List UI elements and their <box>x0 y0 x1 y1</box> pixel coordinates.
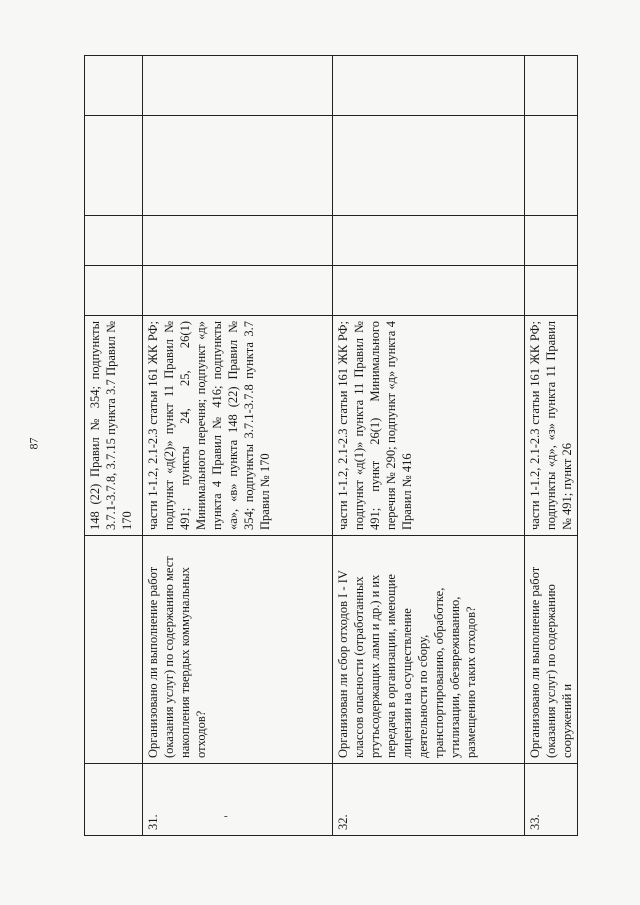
table-row <box>143 56 333 836</box>
empty-cell <box>143 56 333 116</box>
empty-cell <box>333 116 525 216</box>
row-question: Организовано ли выполнение работ (оказания услуг) по содержанию сооружений и <box>525 536 578 764</box>
row-number: 32. <box>333 764 525 836</box>
row-question <box>85 536 143 764</box>
empty-cell <box>333 56 525 116</box>
empty-cell <box>143 216 333 266</box>
row-number: 33. <box>525 764 578 836</box>
empty-cell <box>525 266 578 316</box>
empty-cell <box>85 216 143 266</box>
row-mark: - <box>224 810 228 822</box>
empty-cell <box>143 266 333 316</box>
row-number: 31. <box>143 764 333 836</box>
empty-cell <box>333 266 525 316</box>
checklist-table <box>84 55 578 836</box>
table-row <box>85 56 143 836</box>
row-question: Организован ли сбор отходов I - IV классов опасности (отработанных ртутьсодержащих ламп и др.) и их передача в организации, имеющие лицензии на осуществление деятельности по сбору, транспортированию, обработке, утилизации, обезвреживанию, размещению таких отходов? <box>333 536 525 764</box>
row-number <box>85 764 143 836</box>
empty-cell <box>525 216 578 266</box>
row-reference: части 1-1.2, 2.1-2.3 статьи 161 ЖК РФ; подпункт «д(1)» пункта 11 Правил № 491; пункт 26(1) Минимального перечня № 290; подпункт «д» пункта 4 Правил № 416 <box>333 316 525 536</box>
empty-cell <box>85 56 143 116</box>
row-reference: 148 (22) Правил № 354; подпункты 3.7.1-3.7.8, 3.7.15 пункта 3.7 Правил № 170 <box>85 316 143 536</box>
empty-cell <box>525 116 578 216</box>
empty-cell <box>143 116 333 216</box>
row-reference: части 1-1.2, 2.1-2.3 статьи 161 ЖК РФ; подпункты «д», «з» пункта 11 Правил № 491; пункт 26 <box>525 316 578 536</box>
table-row <box>525 56 578 836</box>
empty-cell <box>85 266 143 316</box>
empty-cell <box>333 216 525 266</box>
table-row <box>333 56 525 836</box>
empty-cell <box>85 116 143 216</box>
page-number: 87 <box>26 437 41 450</box>
empty-cell <box>525 56 578 116</box>
document-table-container <box>84 56 576 836</box>
row-reference: части 1-1.2, 2.1-2.3 статьи 161 ЖК РФ; подпункт «д(2)» пункт 11 Правил № 491; пункты 24, 25, 26(1) Минимального перечня; подпункт «д» пункта 4 Правил № 416; подпункты «а», «в» пункта 148 (22) Правил № 354; подпункты 3.7.1-3.7.8 пункта 3.7 Правил № 170 <box>143 316 333 536</box>
row-question: Организовано ли выполнение работ (оказания услуг) по содержанию мест накопления твердых коммунальных отходов? <box>143 536 333 764</box>
